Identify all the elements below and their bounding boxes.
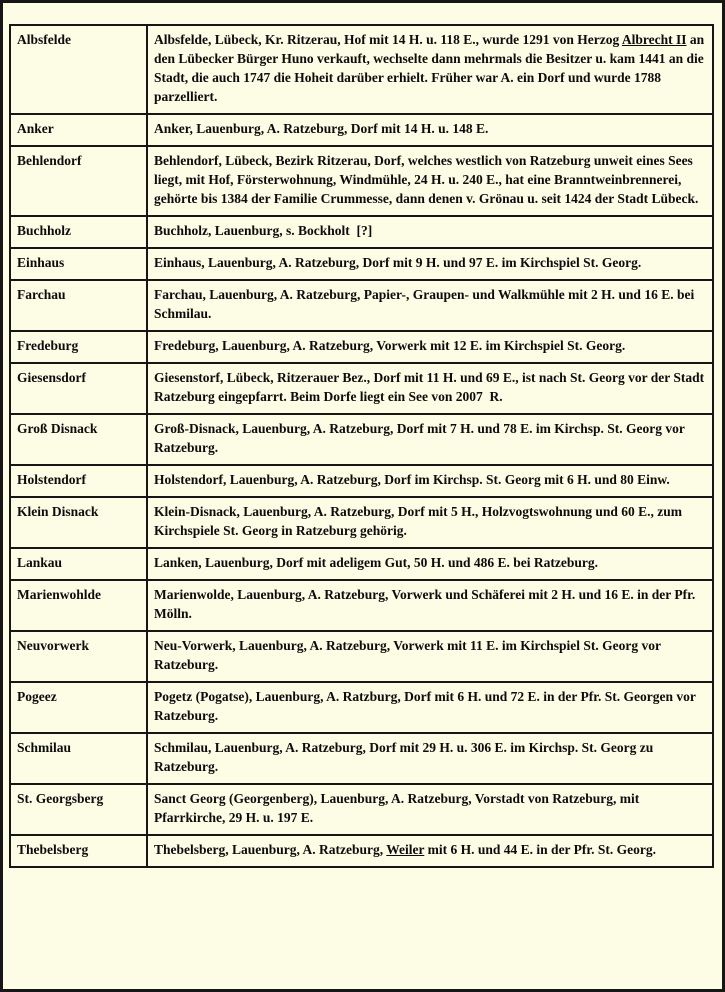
term-cell: Fredeburg: [10, 331, 147, 363]
underlined-term: Albrecht II: [621, 32, 687, 47]
description-cell: Farchau, Lauenburg, A. Ratzeburg, Papier-, Graupen- und Walkmühle mit 2 H. und 16 E. bei Schmilau.: [147, 280, 713, 331]
description-cell: Holstendorf, Lauenburg, A. Ratzeburg, Dorf im Kirchsp. St. Georg mit 6 H. und 80 Einw.: [147, 465, 713, 497]
term-cell: Marienwohlde: [10, 580, 147, 631]
term-cell: Pogeez: [10, 682, 147, 733]
table-row: [10, 631, 713, 682]
term-cell: Albsfelde: [10, 25, 147, 114]
table-row: [10, 216, 713, 248]
description-cell: Giesenstorf, Lübeck, Ritzerauer Bez., Dorf mit 11 H. und 69 E., ist nach St. Georg vor der Stadt Ratzeburg eingepfarrt. Beim Dorfe liegt ein See von 2007 R.: [147, 363, 713, 414]
table-body: [10, 25, 713, 867]
description-cell: Behlendorf, Lübeck, Bezirk Ritzerau, Dorf, welches westlich von Ratzeburg unweit eines Sees liegt, mit Hof, Försterwohnung, Windmühle, 24 H. u. 240 E., hat eine Branntweinbrennerei, gehörte bis 1384 der Familie Crummesse, dann denen v. Grönau u. seit 1424 der Stadt Lübeck.: [147, 146, 713, 216]
term-cell: Groß Disnack: [10, 414, 147, 465]
description-cell: Neu-Vorwerk, Lauenburg, A. Ratzeburg, Vorwerk mit 11 E. im Kirchspiel St. Georg vor Ratzeburg.: [147, 631, 713, 682]
table-row: [10, 835, 713, 867]
table-row: [10, 280, 713, 331]
term-cell: Giesensdorf: [10, 363, 147, 414]
table-row: [10, 414, 713, 465]
description-cell: Buchholz, Lauenburg, s. Bockholt [?]: [147, 216, 713, 248]
description-cell: Marienwolde, Lauenburg, A. Ratzeburg, Vorwerk und Schäferei mit 2 H. und 16 E. in der Pfr. Mölln.: [147, 580, 713, 631]
description-cell: Einhaus, Lauenburg, A. Ratzeburg, Dorf mit 9 H. und 97 E. im Kirchspiel St. Georg.: [147, 248, 713, 280]
table-row: [10, 580, 713, 631]
description-cell: Anker, Lauenburg, A. Ratzeburg, Dorf mit 14 H. u. 148 E.: [147, 114, 713, 146]
table-row: [10, 331, 713, 363]
table-row: [10, 25, 713, 114]
underlined-term: Weiler: [386, 842, 425, 857]
term-cell: Lankau: [10, 548, 147, 580]
term-cell: Neuvorwerk: [10, 631, 147, 682]
description-cell: Schmilau, Lauenburg, A. Ratzeburg, Dorf mit 29 H. u. 306 E. im Kirchsp. St. Georg zu Ratzeburg.: [147, 733, 713, 784]
term-cell: Einhaus: [10, 248, 147, 280]
description-cell: Fredeburg, Lauenburg, A. Ratzeburg, Vorwerk mit 12 E. im Kirchspiel St. Georg.: [147, 331, 713, 363]
description-cell: Klein-Disnack, Lauenburg, A. Ratzeburg, Dorf mit 5 H., Holzvogtswohnung und 60 E., zum Kirchspiele St. Georg in Ratzeburg gehörig.: [147, 497, 713, 548]
table-row: [10, 497, 713, 548]
description-cell: Albsfelde, Lübeck, Kr. Ritzerau, Hof mit 14 H. u. 118 E., wurde 1291 von Herzog Albrecht II an den Lübecker Bürger Huno verkauft, wechselte dann mehrmals die Besitzer u. kam 1441 an die Stadt, die auch 1747 die Hoheit darüber erhielt. Früher war A. ein Dorf und wurde 1788 parzelliert.: [147, 25, 713, 114]
term-cell: Schmilau: [10, 733, 147, 784]
term-cell: Anker: [10, 114, 147, 146]
table-row: [10, 363, 713, 414]
table-row: [10, 465, 713, 497]
term-cell: Farchau: [10, 280, 147, 331]
description-cell: Pogetz (Pogatse), Lauenburg, A. Ratzburg, Dorf mit 6 H. und 72 E. in der Pfr. St. Georgen vor Ratzeburg.: [147, 682, 713, 733]
table-row: [10, 682, 713, 733]
table-row: [10, 784, 713, 835]
table-row: [10, 146, 713, 216]
description-cell: Sanct Georg (Georgenberg), Lauenburg, A. Ratzeburg, Vorstadt von Ratzeburg, mit Pfarrkirche, 29 H. u. 197 E.: [147, 784, 713, 835]
description-cell: Lanken, Lauenburg, Dorf mit adeligem Gut, 50 H. und 486 E. bei Ratzeburg.: [147, 548, 713, 580]
description-cell: Thebelsberg, Lauenburg, A. Ratzeburg, Weiler mit 6 H. und 44 E. in der Pfr. St. Georg.: [147, 835, 713, 867]
table-row: [10, 733, 713, 784]
term-cell: Buchholz: [10, 216, 147, 248]
description-cell: Groß-Disnack, Lauenburg, A. Ratzeburg, Dorf mit 7 H. und 78 E. im Kirchsp. St. Georg vor Ratzeburg.: [147, 414, 713, 465]
term-cell: Thebelsberg: [10, 835, 147, 867]
term-cell: St. Georgsberg: [10, 784, 147, 835]
term-cell: Behlendorf: [10, 146, 147, 216]
term-cell: Klein Disnack: [10, 497, 147, 548]
table-row: [10, 548, 713, 580]
table-row: [10, 248, 713, 280]
term-cell: Holstendorf: [10, 465, 147, 497]
table-row: [10, 114, 713, 146]
place-gazetteer-table: [9, 24, 714, 868]
